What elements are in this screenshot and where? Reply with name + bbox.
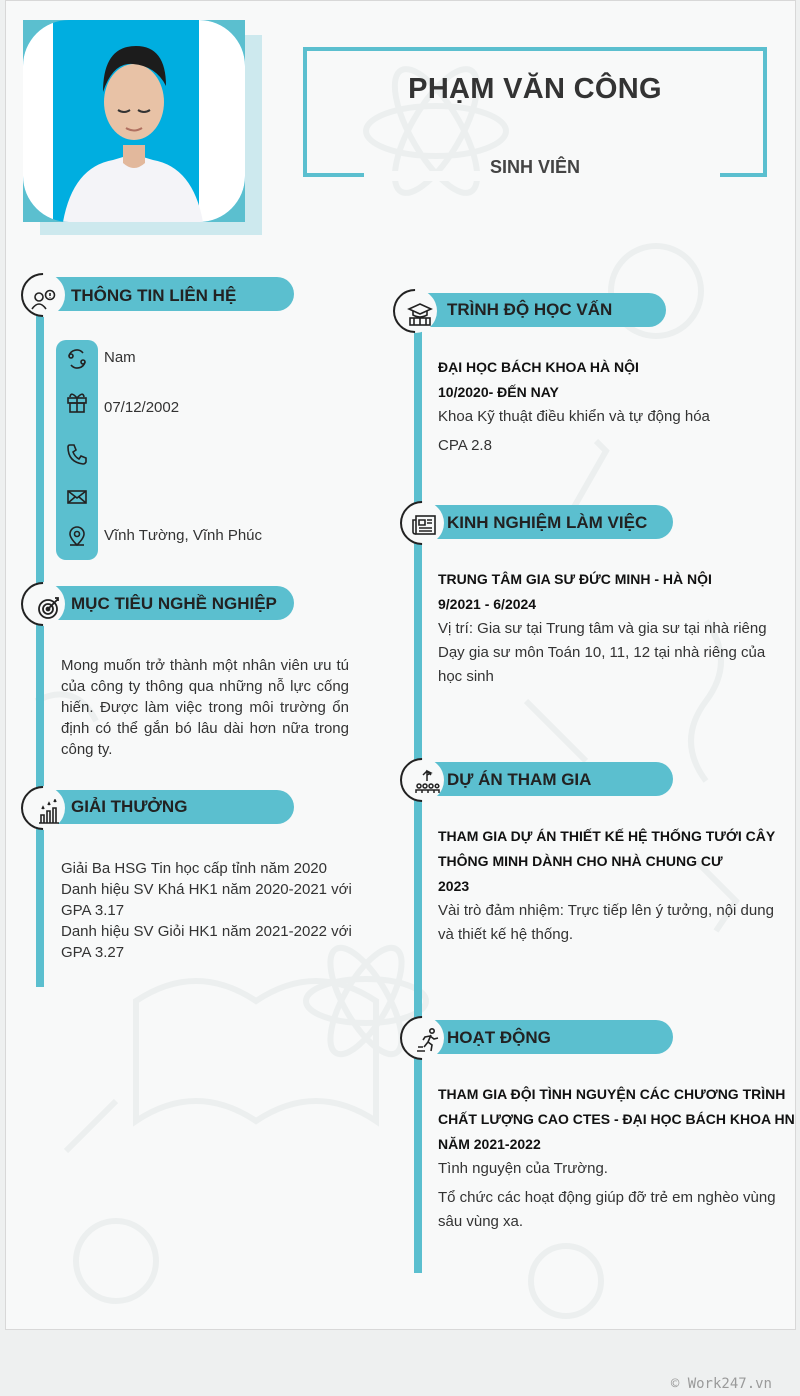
activity-year: NĂM 2021-2022 [438,1136,541,1152]
activity-desc-line2: sâu vùng xa. [438,1213,524,1230]
education-heading: TRÌNH ĐỘ HỌC VẤN [447,300,613,319]
newspaper-icon [411,512,437,538]
team-icon [414,769,440,795]
runner-icon [415,1027,441,1053]
award-item-1: Giải Ba HSG Tin học cấp tỉnh năm 2020 [61,860,327,877]
activity-name-line2: CHẤT LƯỢNG CAO CTES - ĐẠI HỌC BÁCH KHOA HN [438,1111,795,1127]
activities-heading: HOẠT ĐỘNG [447,1028,551,1047]
project-name-line1: THAM GIA DỰ ÁN THIẾT KẾ HỆ THỐNG TƯỚI CÂY [438,828,776,844]
footer-watermark: © Work247.vn [670,1376,772,1392]
objective-heading: MỤC TIÊU NGHỀ NGHIỆP [71,594,277,613]
award-item-3: Danh hiệu SV Giỏi HK1 năm 2021-2022 với GPA 3.27 [61,923,352,961]
experience-period: 9/2021 - 6/2024 [438,596,537,612]
activity-name-line1: THAM GIA ĐỘI TÌNH NGUYỆN CÁC CHƯƠNG TRÌNH [438,1086,786,1102]
education-school: ĐẠI HỌC BÁCH KHOA HÀ NỘI [438,359,639,375]
education-period: 10/2020- ĐẾN NAY [438,384,559,400]
project-role-line2: và thiết kế hệ thống. [438,926,574,943]
gender-value: Nam [104,349,136,366]
avatar [23,20,245,222]
award-item-2: Danh hiệu SV Khá HK1 năm 2020-2021 với GPA 3.17 [61,881,352,919]
gift-icon [65,390,89,414]
experience-position: Vị trí: Gia sư tại Trung tâm và gia sư tại nhà riêng [438,620,767,637]
location-icon [65,525,89,549]
contact-heading: THÔNG TIN LIÊN HỆ [71,286,237,305]
email-icon [65,485,89,509]
birthday-value: 07/12/2002 [104,399,180,416]
objective-text: Mong muốn trở thành một nhân viên ưu tú của công ty thông qua những nỗ lực cống hiến. Được làm việc trong môi trường ổn định có thể gắn bó lâu dài hơn nữa trong công ty. [61,657,349,758]
address-value: Vĩnh Tường, Vĩnh Phúc [104,527,263,544]
awards-heading: GIẢI THƯỞNG [71,797,188,816]
activity-org: Tình nguyện của Trường. [438,1160,608,1177]
experience-desc-line1: Dạy gia sư môn Toán 10, 11, 12 tại nhà riêng của [438,644,766,661]
cv-page [5,0,796,1330]
target-icon [36,595,62,621]
gender-icon [65,347,89,371]
trophy-chart-icon [36,799,62,825]
graduation-icon [407,301,433,327]
projects-heading: DỰ ÁN THAM GIA [447,770,592,789]
job-title: SINH VIÊN [489,157,581,177]
project-year: 2023 [438,878,470,894]
experience-desc-line2: học sinh [438,668,494,685]
full-name: PHẠM VĂN CÔNG [408,73,662,105]
project-role-line1: Vài trò đảm nhiệm: Trực tiếp lên ý tưởng, nội dung [438,902,774,919]
education-major: Khoa Kỹ thuật điều khiển và tự động hóa [438,408,710,425]
experience-company: TRUNG TÂM GIA SƯ ĐỨC MINH - HÀ NỘI [438,571,712,587]
phone-icon [65,442,89,466]
left-timeline-bar [36,299,44,987]
project-name-line2: THÔNG MINH DÀNH CHO NHÀ CHUNG CƯ [438,853,723,869]
education-cpa: CPA 2.8 [438,437,492,454]
experience-heading: KINH NGHIỆM LÀM VIỆC [447,513,648,532]
contact-icon [30,286,56,312]
activity-desc-line1: Tổ chức các hoạt động giúp đỡ trẻ em nghèo vùng [438,1189,776,1206]
